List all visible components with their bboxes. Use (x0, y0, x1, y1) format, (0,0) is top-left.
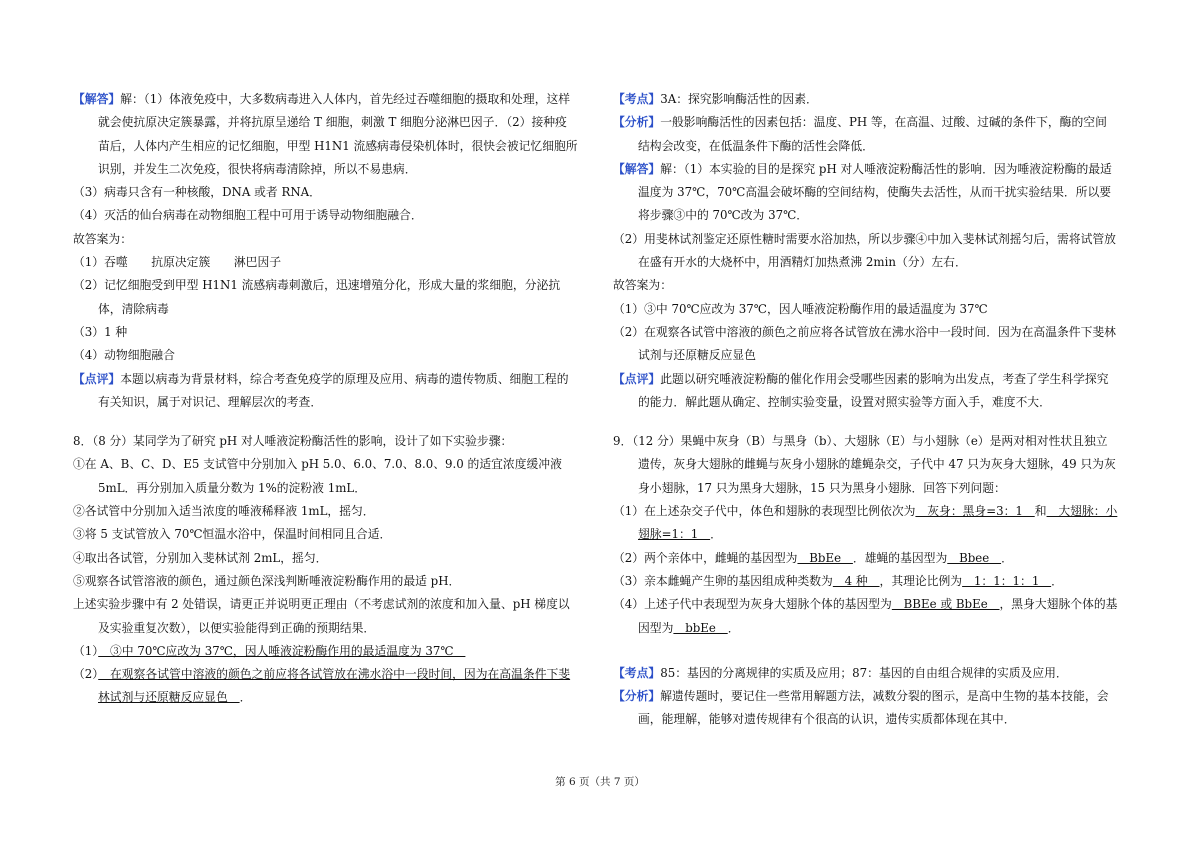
q7-answer-para: 【解答】解：（1）体液免疫中，大多数病毒进入人体内，首先经过吞噬细胞的摄取和处理，这样就会使抗原决定簇暴露，并将抗原呈递给 T 细胞，刺激 T 细胞分泌淋巴因子．（2）接种疫苗后，人体内产生相应的记忆细胞，甲型 H1N1 流感病毒侵染机体时，很快会被记忆细胞所识别，并发生二次免疫，很快将病毒清除掉，所以不易患病． (73, 92, 578, 176)
q8-step-3: ③将 5 支试管放入 70℃恒温水浴中，保温时间相同且合适． (73, 527, 392, 542)
q9-analysis: 【分析】解遗传题时，要记住一些常用解题方法，减数分裂的图示，是高中生物的基本技能，会画，能理解，能够对遗传规律有个很高的认识，遗传实质都体现在其中． (613, 689, 1109, 727)
point-tag: 【考点】 (613, 92, 661, 106)
left-column (73, 88, 578, 710)
q8-step-4: ④取出各试管，分别加入斐林试剂 2mL，摇匀． (73, 550, 328, 565)
q8-step-1: ①在 A、B、C、D、E5 支试管中分别加入 pH 5.0、6.0、7.0、8.0、9.0 的适宜浓度缓冲液 5mL．再分别加入质量分数为 1%的淀粉液 1mL． (73, 457, 562, 495)
q8-step-5: ⑤观察各试管溶液的颜色，通过颜色深浅判断唾液淀粉酶作用的最适 pH． (73, 573, 461, 588)
answer-blank: 在观察各试管中溶液的颜色之前应将各试管放在沸水浴中一段时间，因为在高温条件下斐林试剂与还原糖反应显色 (98, 667, 571, 705)
answer-tag: 【解答】 (73, 92, 121, 106)
q8-point: 【考点】3A：探究影响酶活性的因素． (613, 92, 818, 106)
right-column (613, 88, 1118, 732)
answer-blank: BBEe 或 BbEe (891, 597, 1000, 612)
q7-answer-line: （3）病毒只含有一种核酸，DNA 或者 RNA． (73, 185, 321, 200)
q9-stem: 9．（12 分）果蝇中灰身（B）与黑身（b）、大翅脉（E）与小翅脉（e）是两对相对性状且独立遗传，灰身大翅脉的雌蝇与灰身小翅脉的雄蝇杂交，子代中 47 只为灰身大翅脉，49 只为灰身小翅脉，17 只为黑身大翅脉，15 只为黑身小翅脉．回答下列问题： (613, 434, 1116, 495)
q7-comment: 【点评】本题以病毒为背景材料，综合考查免疫学的原理及应用、病毒的遗传物质、细胞工程的有关知识，属于对识记、理解层次的考查． (73, 371, 569, 409)
q8-final-1: （1）③中 70℃应改为 37℃，因人唾液淀粉酶作用的最适温度为 37℃ (613, 301, 988, 316)
point-tag: 【考点】 (613, 665, 661, 680)
answer-blank: 大翅脉：小翅脉=1：1 (638, 504, 1118, 542)
q8-analysis: 【分析】一般影响酶活性的因素包括：温度、PH 等，在高温、过酸、过碱的条件下，酶的空间结构会改变，在低温条件下酶的活性会降低． (613, 115, 1107, 153)
q9-sub-4: （4）上述子代中表现型为灰身大翅脉个体的基因型为 BBEe 或 BbEe ，黑身大翅脉个体的基因型为 bbEe ． (613, 597, 1118, 635)
page-footer: 第 6 页（共 7 页） (555, 776, 645, 788)
conclusion-label: 故答案为： (613, 278, 672, 293)
q7-answer-4: （4）动物细胞融合 (73, 348, 175, 363)
q7-answer-2: （2）记忆细胞受到甲型 H1N1 流感病毒刺激后，迅速增殖分化，形成大量的浆细胞，分泌抗体，清除病毒 (73, 278, 561, 316)
answer-blank: Bbee (947, 550, 1002, 565)
spacer (73, 414, 578, 430)
q7-answer-1: （1）吞噬 抗原决定簇 淋巴因子 (73, 255, 282, 270)
q7-answer-3: （3）1 种 (73, 324, 128, 339)
q9-point: 【考点】85：基因的分离规律的实质及应用；87：基因的自由组合规律的实质及应用． (613, 665, 1068, 680)
conclusion-label: 故答案为： (73, 231, 132, 246)
answer-tag: 【解答】 (613, 161, 661, 176)
q9-sub-2: （2）两个亲体中，雌蝇的基因型为 BbEe ．雄蝇的基因型为 Bbee ． (613, 550, 1013, 565)
analysis-tag: 【分析】 (613, 115, 661, 130)
analysis-tag: 【分析】 (613, 689, 661, 704)
comment-tag: 【点评】 (613, 371, 661, 386)
answer-blank: 灰身：黑身=3：1 (915, 504, 1035, 519)
answer-blank: bbEe (673, 620, 728, 635)
q8-question: 上述实验步骤中有 2 处错误，请更正并说明更正理由（不考虑试剂的浓度和加入量、pH 梯度以及实验重复次数），以便实验能得到正确的预期结果． (73, 597, 570, 635)
answer-blank: ③中 70℃应改为 37℃，因人唾液淀粉酶作用的最适温度为 37℃ (98, 643, 466, 658)
q7-answer-line: （4）灭活的仙台病毒在动物细胞工程中可用于诱导动物细胞融合． (73, 208, 423, 223)
answer-blank: BbEe (797, 550, 853, 565)
answer-blank: 1：1：1：1 (962, 573, 1052, 588)
q9-sub-1: （1）在上述杂交子代中，体色和翅脉的表现型比例依次为 灰身：黑身=3：1 和 大翅脉：小翅脉=1：1 ． (613, 504, 1118, 542)
q8-blank-1: （1） ③中 70℃应改为 37℃，因人唾液淀粉酶作用的最适温度为 37℃ (73, 643, 466, 658)
q8-answer-2: （2）用斐林试剂鉴定还原性糖时需要水浴加热，所以步骤④中加入斐林试剂摇匀后，需将试管放在盛有开水的大烧杯中，用酒精灯加热煮沸 2min（分）左右． (613, 231, 1116, 270)
spacer (613, 640, 1118, 662)
spacer (613, 414, 1118, 430)
q8-stem: 8．（8 分）某同学为了研究 pH 对人唾液淀粉酶活性的影响，设计了如下实验步骤： (73, 434, 513, 449)
q8-answer: 【解答】解：（1）本实验的目的是探究 pH 对人唾液淀粉酶活性的影响．因为唾液淀粉酶的最适温度为 37℃，70℃高温会破坏酶的空间结构，使酶失去活性，从而干扰实验结果．所以要将步骤③中的 70℃改为 37℃． (613, 161, 1112, 223)
q9-sub-3: （3）亲本雌蝇产生卵的基因组成种类数为 4 种 ，其理论比例为 1：1：1：1 ． (613, 573, 1063, 588)
q8-step-2: ②各试管中分别加入适当浓度的唾液稀释液 1mL，摇匀． (73, 504, 375, 519)
answer-blank: 4 种 (832, 573, 880, 588)
q8-final-2: （2）在观察各试管中溶液的颜色之前应将各试管放在沸水浴中一段时间．因为在高温条件下斐林试剂与还原糖反应显色 (613, 324, 1116, 363)
q8-comment: 【点评】此题以研究唾液淀粉酶的催化作用会受哪些因素的影响为出发点，考查了学生科学探究的能力．解此题从确定、控制实验变量，设置对照实验等方面入手，难度不大． (613, 371, 1109, 409)
q8-blank-2: （2） 在观察各试管中溶液的颜色之前应将各试管放在沸水浴中一段时间，因为在高温条件下斐林试剂与还原糖反应显色 ． (73, 667, 571, 705)
comment-tag: 【点评】 (73, 371, 121, 386)
